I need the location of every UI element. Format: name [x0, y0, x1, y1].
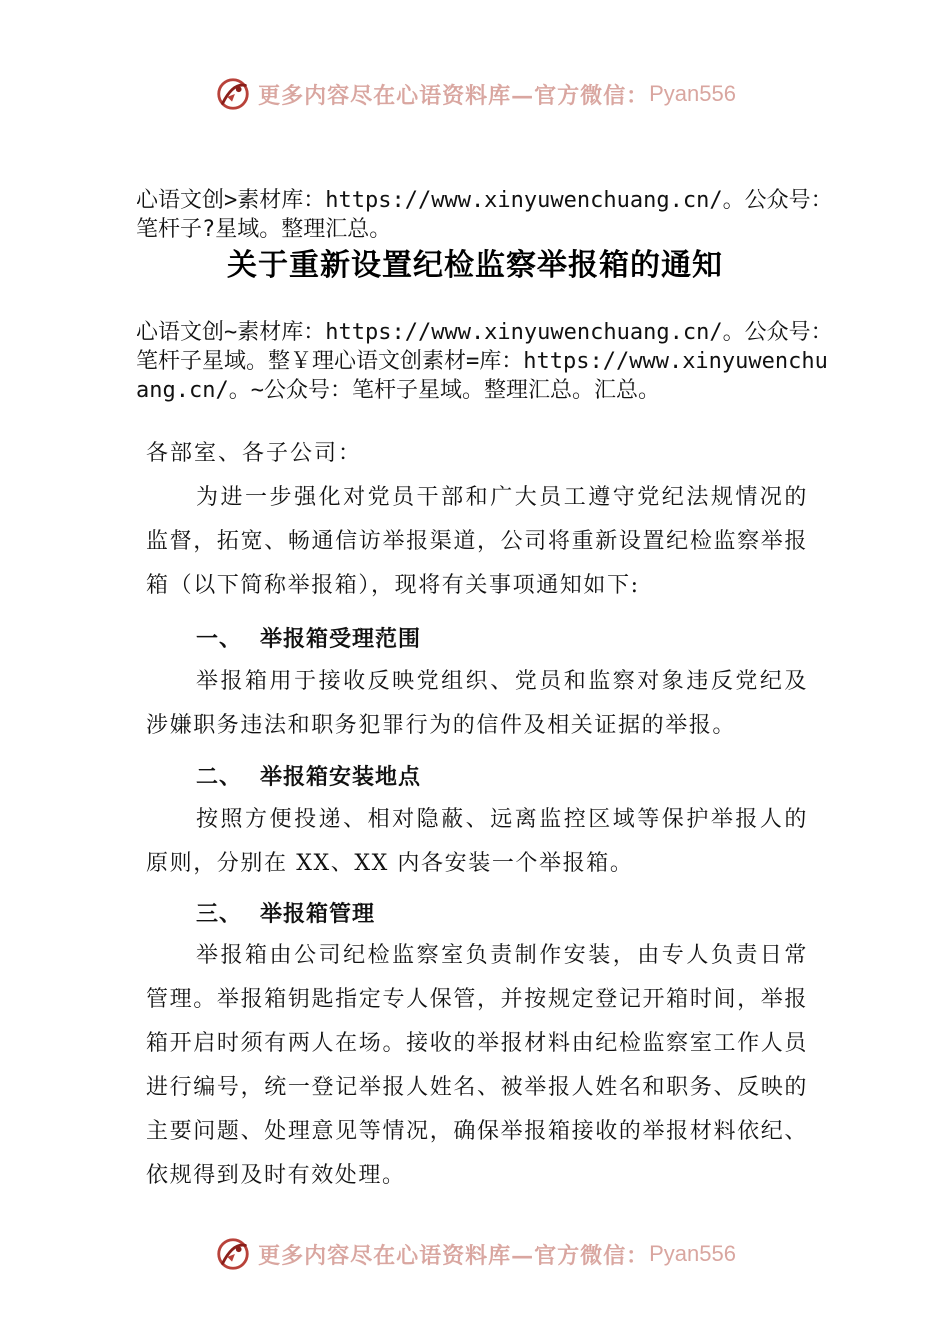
banner-text: 更多内容尽在心语资料库—官方微信：	[258, 82, 650, 109]
section-body: 举报箱由公司纪检监察室负责制作安装，由专人负责日常管理。举报箱钥匙指定专人保管，并按规定登记开箱时间，举报箱开启时须有两人在场。接收的举报材料由纪检监察室工作人员进行编号，统一登记举报人姓名、被举报人姓名和职务、反映的主要问题、处理意见等情况，确保举报箱接收的举报材料依纪、依规得到及时有效处理。	[146, 943, 808, 1188]
section-title: 举报箱安装地点	[260, 765, 422, 790]
section-title: 举报箱管理	[260, 902, 376, 927]
intro-paragraph: 为进一步强化对党员干部和广大员工遵守党纪法规情况的监督，拓宽、畅通信访举报渠道，公司将重新设置纪检监察举报箱（以下简称举报箱），现将有关事项通知如下:	[146, 485, 808, 598]
banner-wechat-id: Pyan556	[649, 81, 736, 106]
section-heading	[196, 762, 421, 794]
section-body: 按照方便投递、相对隐蔽、远离监控区域等保护举报人的原则，分别在 XX、XX 内各安装一个举报箱。	[146, 807, 808, 876]
section-heading	[196, 899, 375, 931]
watermark-banner-bottom	[0, 1232, 950, 1276]
source-note-first: 心语文创>素材库：https://www.xinyuwenchuang.cn/。公众号：笔杆子?星域。整理汇总。	[136, 188, 833, 242]
document-title: 关于重新设置纪检监察举报箱的通知	[227, 248, 723, 283]
salutation: 各部室、各子公司：	[146, 441, 363, 466]
section-body: 举报箱用于接收反映党组织、党员和监察对象违反党纪及涉嫌职务违法和职务犯罪行为的信件及相关证据的举报。	[146, 669, 808, 738]
banner-wechat-id: Pyan556	[649, 1241, 736, 1266]
section-number: 三、	[196, 902, 243, 927]
xinyu-logo-icon	[214, 1235, 252, 1273]
section-number: 一、	[196, 627, 243, 652]
section-number: 二、	[196, 765, 243, 790]
banner-text: 更多内容尽在心语资料库—官方微信：	[258, 1242, 650, 1269]
section-title: 举报箱受理范围	[260, 627, 422, 652]
source-note-second: 心语文创~素材库：https://www.xinyuwenchuang.cn/。公众号：笔杆子星域。整￥理心语文创素材=库：https://www.xinyuwenchuang.cn/。~公众号：笔杆子星域。整理汇总。汇总。	[136, 320, 833, 403]
section-heading	[196, 624, 421, 656]
watermark-banner-top	[0, 72, 950, 116]
xinyu-logo-icon	[214, 75, 252, 113]
